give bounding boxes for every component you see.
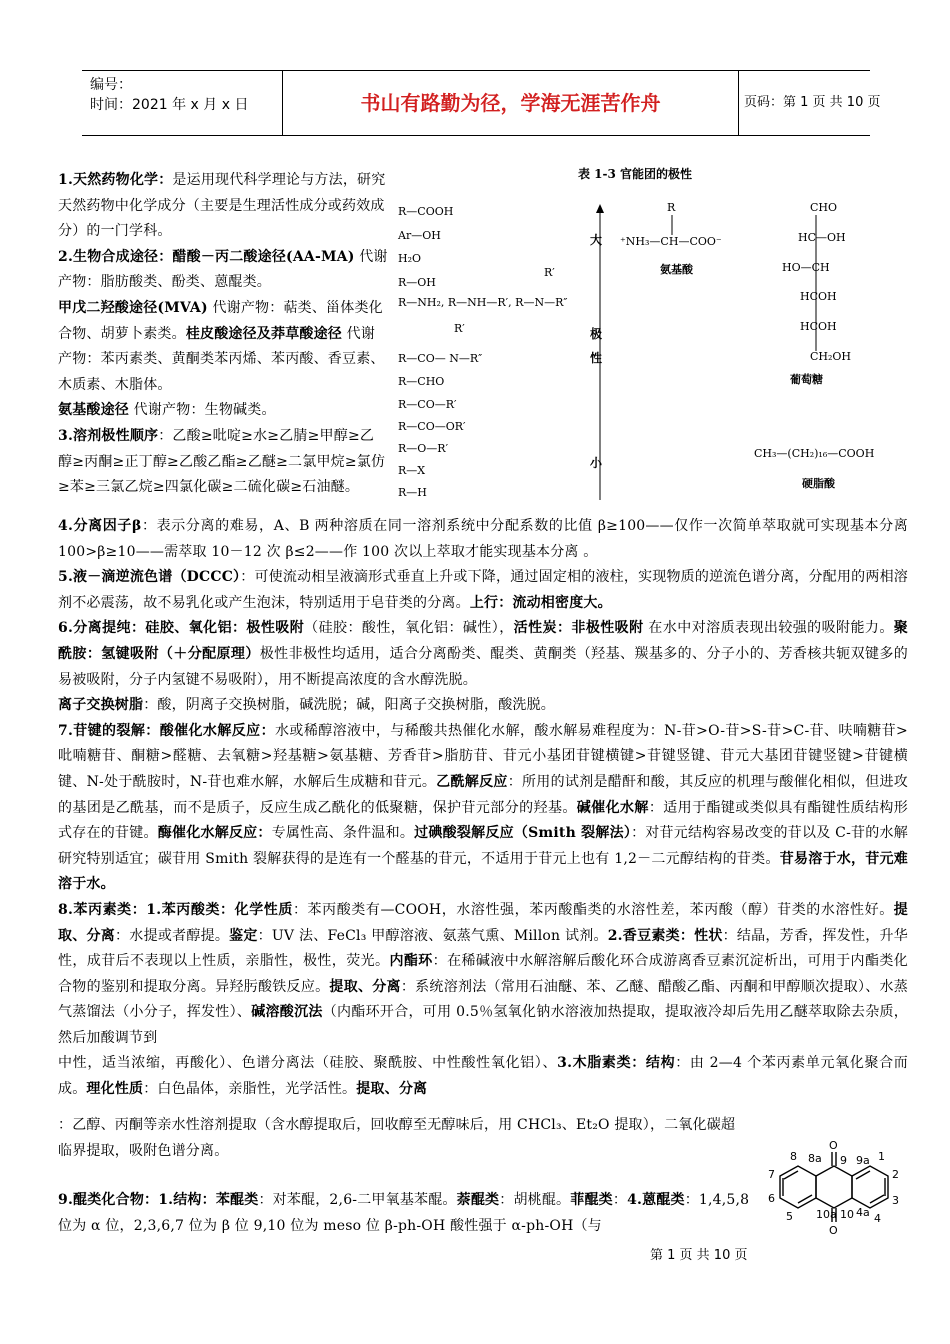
glucose-backbone <box>815 215 819 351</box>
anthra-label-1: 1 <box>878 1150 885 1163</box>
p8-text-f: ：系统溶剂法（常用石油醚、苯、乙醚、醋酸乙酯、丙酮和甲醇顺次提取）、水蒸气蒸馏法（小分子，挥发性）、 <box>58 978 908 1021</box>
p9-heading: 9.醌类化合物：1.结构：苯醌类 <box>58 1192 259 1208</box>
p5-heading: 5.液－滴逆流色谱（DCCC） <box>58 569 241 586</box>
header-meta <box>82 71 282 135</box>
anthra-label-7: 7 <box>768 1168 775 1181</box>
p5-text: ：可使流动相呈液滴形式垂直上升或下降，通过固定相的液柱，实现物质的逆流色谱分离，分配用的两相溶剂不必震荡，故不易乳化或产生泡沫，特别适用于皂苷类的分离。 <box>58 569 908 611</box>
p8-heading: 8.苯丙素类：1.苯丙酸类：化学性质 <box>58 901 293 918</box>
p7-heading: 7.苷键的裂解：酸催化水解反应： <box>58 722 275 739</box>
p9-heading-3: 菲醌类 <box>570 1192 613 1208</box>
polarity-figure <box>392 160 892 505</box>
p8-heading-5: 内酯环 <box>389 953 433 970</box>
amino-name: 氨基酸 <box>660 263 693 276</box>
anthra-label-8: 8 <box>790 1150 797 1163</box>
p7-text-b: ：所用的试剂是醋酐和酸，其反应的机理与酸催化相似，但进攻的基团是乙酰基，而不是质子，反应生成乙酰化的低聚糖，保护苷元部分的羟基。 <box>58 773 908 816</box>
p8-text-b: ：水提或者醇提。 <box>115 927 230 944</box>
narrow-column-text <box>58 168 388 501</box>
anthra-label-9a: 9a <box>856 1154 870 1167</box>
anthra-label-3: 3 <box>892 1194 899 1207</box>
stearic-name: 硬脂酸 <box>802 477 835 490</box>
p6-heading-2: 活性炭：非极性吸附 <box>513 620 644 637</box>
p5-heading-2: 上行：流动相密度大。 <box>469 594 612 611</box>
header-motto: 书山有路勤为径，学海无涯苦作舟 <box>282 71 739 135</box>
p8-heading-4: 2.香豆素类：性状 <box>607 927 723 944</box>
p6-text-c: 极性非极性均适用，适合分离酚类、醌类、黄酮类（羟基、羰基多的、分子小的、芳香核共轭双键多的易被吸附，分子内氢键不易吸附），用不断提高浓度的含水醇洗脱。 <box>58 645 908 688</box>
anthra-label-4: 4 <box>874 1212 881 1225</box>
header-page-info: 页码：第 1 页 共 10 页 <box>744 95 881 110</box>
p8-heading-2: 提取、分离 <box>58 901 908 944</box>
anthra-label-2: 2 <box>892 1168 899 1181</box>
p8-heading-3: 鉴定 <box>229 927 258 944</box>
p2-heading-4: 氨基酸途径 <box>58 402 129 419</box>
p6-text-b: 在水中对溶质表现出较强的吸附能力。 <box>643 620 894 637</box>
p8-heading-7: 碱溶酸沉法 <box>251 1004 323 1021</box>
code-label: 编号： <box>90 77 132 93</box>
p8-text-g: （内酯环开合，可用 0.5％氢氧化钠水溶液加热提取，提取液冷却后先用乙醚萃取除去杂质，然后加酸调节到 <box>58 1004 908 1046</box>
p3-text: ：乙酸≥吡啶≥水≥乙腈≥甲醇≥乙醇≥丙酮≥正丁醇≥乙酸乙酯≥乙醚≥二氯甲烷≥氯仿≥苯≥三氯乙烷≥四氯化碳≥二硫化碳≥石油醚。 <box>58 427 386 496</box>
fg-label-4: R—OH <box>398 276 436 289</box>
p6-text-d: ：酸，阴离子交换树脂，碱洗脱；碱，阳离子交换树脂，酸洗脱。 <box>143 697 556 714</box>
p2-text-b: 代谢产物：萜类、甾体类化合物、胡萝卜素类。 <box>58 299 383 342</box>
amino-bond <box>671 215 675 235</box>
glucose-line-4: HCOH <box>800 290 837 303</box>
p7-heading-2: 乙酰解反应 <box>436 773 508 790</box>
anthra-label-4a: 4a <box>856 1206 870 1219</box>
p8-text-e: ：在稀碱液中水解溶解后酸化环合成游离香豆素沉淀析出，可用于内酯类化合物的鉴别和提取分离。异羟肟酸铁反应。 <box>58 953 908 995</box>
anthraquinone-structure <box>750 1138 930 1244</box>
p7-heading-5: 过碘酸裂解反应（Smith 裂解法） <box>414 825 632 842</box>
p9-heading-4: 4.蒽醌类 <box>627 1192 685 1208</box>
p2-text-a: 代谢产物：脂肪酸类、酚类、蒽醌类。 <box>58 248 388 291</box>
p8-heading-8: 3.木脂素类：结构 <box>557 1055 676 1072</box>
p7-text-d: 专属性高、条件温和。 <box>271 825 415 842</box>
p7-heading-4: 酶催化水解反应： <box>157 825 272 842</box>
wide-column-text <box>58 514 908 1103</box>
p8-text-h: 中性，适当浓缩，再酸化）、色谱分离法（硅胶、聚酰胺、中性酸性氧化铝）、 <box>58 1055 558 1072</box>
anthra-label-10a: 10a <box>816 1208 837 1221</box>
p8-heading-10: 提取、分离 <box>356 1081 428 1098</box>
fg-label-11: R—X <box>398 464 426 477</box>
p8-tail-text: ：乙醇、丙酮等亲水性溶剂提取（含水醇提取后，回收醇至无醇味后，用 CHCl₃、Et₂O 提取），二氧化碳超临界提取，吸附色谱分离。 <box>58 1117 736 1159</box>
stearic-formula: CH₃—(CH₂)₁₆—COOH <box>754 447 875 460</box>
p1-text: 是运用现代科学理论与方法，研究天然药物中化学成分（主要是生理活性成分或药效成分）的一门学科。 <box>58 172 386 240</box>
p9-heading-2: 萘醌类 <box>456 1192 500 1208</box>
axis-small-label: 小 <box>590 456 603 470</box>
glucose-line-3: HO—CH <box>782 261 830 274</box>
axis-polar-label-1: 极 <box>590 327 603 341</box>
p1-heading: 1.天然药物化学： <box>58 172 173 188</box>
p2-heading-3: 桂皮酸途径及莽草酸途径 <box>185 325 343 342</box>
svg-text:O: O <box>829 1224 838 1237</box>
p2-text-c: 代谢产物：苯丙素类、黄酮类苯丙烯、苯丙酸、香豆素、木质素、木脂体。 <box>58 325 385 393</box>
amino-r: R <box>667 201 676 214</box>
p9-text-a: ：对苯醌，2,6-二甲氧基苯醌。 <box>258 1192 457 1208</box>
p8-text-d: ：结晶，芳香，挥发性，升华性，成苷后不表现以上性质，亲脂性，极性，荧光。 <box>58 927 908 970</box>
glucose-line-1: CHO <box>810 201 838 214</box>
p2-text-d: 代谢产物：生物碱类。 <box>129 402 276 419</box>
p8-text-i: ：由 2—4 个苯丙素单元氧化聚合而成。 <box>58 1055 908 1098</box>
p3-heading: 3.溶剂极性顺序 <box>58 427 159 444</box>
p4-heading: 4.分离因子β <box>58 518 142 534</box>
anthra-label-9: 9 <box>840 1154 847 1167</box>
p2-heading-2: 甲戊二羟酸途径(MVA) <box>58 299 208 316</box>
p2-heading: 2.生物合成途径：醋酸－丙二酸途径(AA-MA) <box>58 248 355 265</box>
p8-text-j: ：白色晶体，亲脂性，光学活性。 <box>143 1081 357 1098</box>
p7-text-c: ：适用于酯键或类似具有酯键性质结构形式存在的苷键。 <box>58 799 908 842</box>
glucose-line-5: HCOH <box>800 320 837 333</box>
p6-heading-4: 离子交换树脂 <box>58 697 144 714</box>
anthra-label-5: 5 <box>786 1210 793 1223</box>
axis-big-label: 大 <box>590 233 603 247</box>
anthra-label-10: 10 <box>840 1208 854 1221</box>
fg-label-5: R—NH₂, R—NH—R′, R—N—R″ <box>398 296 568 309</box>
amino-formula: ⁺NH₃—CH—COO⁻ <box>620 235 722 248</box>
fg-label-7: R—CHO <box>398 375 445 388</box>
fg-label-10: R—O—R′ <box>398 442 449 455</box>
fg-label-8: R—CO—R′ <box>398 398 457 411</box>
p9-block <box>58 1188 758 1239</box>
p7-text-e: ：对苷元结构容易改变的苷以及 C-苷的水解研究特别适宜；碳苷用 Smith 裂解获得的是连有一个醛基的苷元，不适用于苷元上也有 1,2－二元醇结构的苷类。 <box>58 825 908 867</box>
fg-label-12: R—H <box>398 486 427 499</box>
fg-sub-rprime: R′ <box>544 266 555 279</box>
glucose-line-6: CH₂OH <box>810 350 852 363</box>
page-header <box>82 70 881 136</box>
p7-text-a: 水或稀醇溶液中，与稀酸共热催化水解，酸水解易难程度为：N-苷>O-苷>S-苷>C-苷、呋喃糖苷>吡喃糖苷、酮糖>醛糖、去氧糖>羟基糖>氨基糖、芳香苷>脂肪苷、苷元小基团苷键横键>苷键竖键、苷元大基团苷键竖键>苷键横键、N-处于酰胺时，N-苷也难水解，水解后生成糖和苷元。 <box>58 722 908 790</box>
p8-text-a: ：苯丙酸类有—COOH，水溶性强，苯丙酸酯类的水溶性差，苯丙酸（醇）苷类的水溶性好。 <box>292 901 894 918</box>
fg-sub-rprime-2: R′ <box>454 322 465 335</box>
page-footer: 第 1 页 共 10 页 <box>650 1248 748 1263</box>
fg-label-9: R—CO—OR′ <box>398 420 466 433</box>
p8-heading-9: 理化性质 <box>86 1081 144 1098</box>
p8-text-c: ：UV 法、FeCl₃ 甲醇溶液、氨蒸气熏、Millon 试剂。 <box>257 927 608 944</box>
axis-polar-label-2: 性 <box>590 351 603 365</box>
figure-caption: 表 1-3 官能团的极性 <box>578 167 693 181</box>
p9-text-b: ：胡桃醌。 <box>499 1192 571 1208</box>
anthra-label-6: 6 <box>768 1192 775 1205</box>
p7-heading-6: 苷易溶于水，苷元难溶于水。 <box>58 850 908 893</box>
p6-text-a: （硅胶：酸性，氧化铝：碱性）， <box>304 620 514 637</box>
anthra-label-8a: 8a <box>808 1152 822 1165</box>
p7-heading-3: 碱催化水解 <box>576 799 649 816</box>
p4-text: ：表示分离的难易，A、B 两种溶质在同一溶剂系统中分配系数的比值 β≥100——仅作一次简单萃取就可实现基本分离 100>β≥10——需萃取 10－12 次 β≤2——作 100 次以上萃取才能实现基本分离 。 <box>58 518 909 560</box>
svg-text:O: O <box>829 1139 838 1152</box>
p8-heading-6: 提取、分离 <box>329 978 401 995</box>
p6-heading-3: 聚酰胺：氢键吸附（＋分配原理） <box>58 620 908 662</box>
p9-text-d: ：1,4,5,8 位为 α 位，2,3,6,7 位为 β 位 9,10 位为 meso 位 β-ph-OH 酸性强于 α-ph-OH（与 <box>58 1192 750 1234</box>
fg-label-1: R—COOH <box>398 205 454 218</box>
glucose-name: 葡萄糖 <box>790 373 823 386</box>
glucose-line-2: HC—OH <box>798 231 846 244</box>
fg-label-2: Ar—OH <box>398 229 441 242</box>
fg-label-3: H₂O <box>398 252 422 265</box>
fg-label-6: R—CO— N—R″ <box>398 352 483 365</box>
p8-tail <box>58 1113 748 1164</box>
p9-text-c: ： <box>612 1192 628 1208</box>
time-label: 时间：2021 年 x 月 x 日 <box>90 97 249 113</box>
p6-heading: 6.分离提纯：硅胶、氧化铝：极性吸附 <box>58 620 305 637</box>
